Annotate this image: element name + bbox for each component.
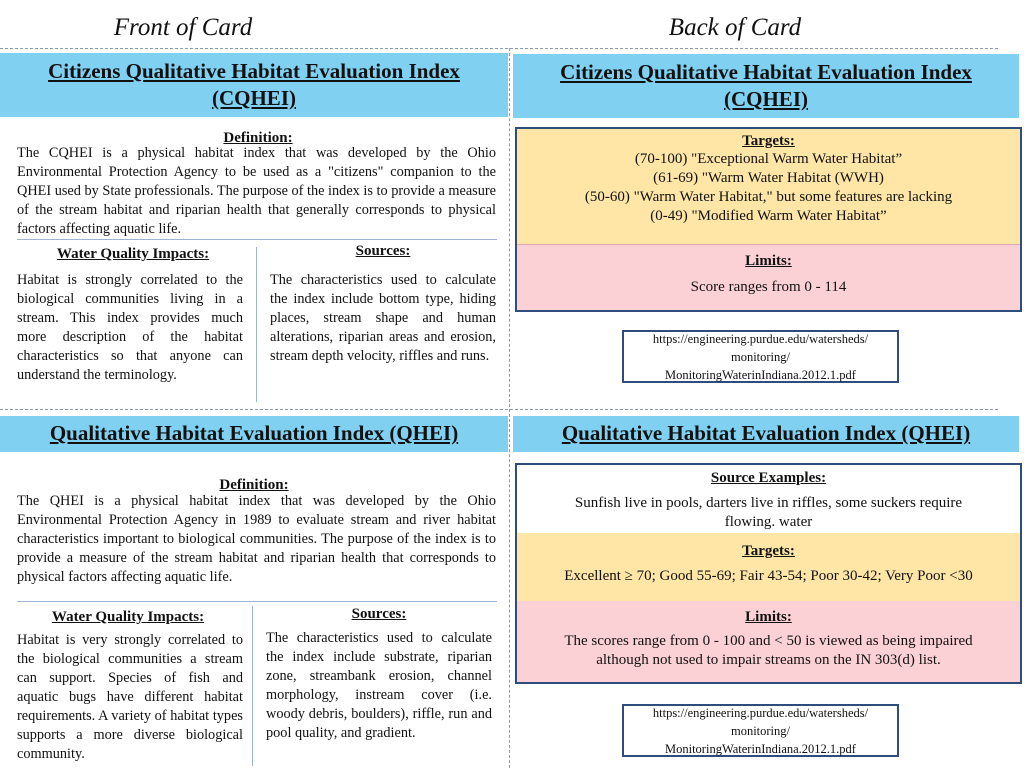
qhei-definition-heading: Definition: <box>219 477 289 493</box>
cqhei-targets-heading: Targets: <box>742 133 795 149</box>
cqhei-limits-band <box>517 244 1020 310</box>
qhei-impacts-text: Habitat is very strongly correlated to the biological communities a stream can support. Species of fish and aquatic bugs have different habitat requirements. A variety of habitat types supports a more diverse biological community. <box>17 632 243 762</box>
cqhei-impacts-heading: Water Quality Impacts: <box>56 246 210 262</box>
qhei-targets-heading: Targets: <box>742 543 795 559</box>
qhei-source-examples-heading: Source Examples: <box>710 470 827 486</box>
qhei-sources-heading: Sources: <box>351 606 407 622</box>
qhei-limits-text: The scores range from 0 - 100 and < 50 is viewed as being impaired although not used to impair streams on the IN 303(d) list. <box>564 633 973 668</box>
cqhei-target-4: (0-49) "Modified Warm Water Habitat” <box>650 208 887 224</box>
cqhei-section-rule <box>17 239 497 240</box>
qhei-front-title-banner <box>0 416 508 452</box>
center-dashed-divider <box>509 48 510 768</box>
qhei-impacts-heading: Water Quality Impacts: <box>51 609 205 625</box>
qhei-front-title: Qualitative Habitat Evaluation Index (QHEI) <box>49 421 459 446</box>
cqhei-targets-band <box>517 129 1020 244</box>
middle-dashed-divider <box>0 409 998 410</box>
cqhei-back-info-box <box>515 127 1022 312</box>
cqhei-front-title-banner <box>0 53 508 117</box>
qhei-reference-url-box <box>622 704 899 757</box>
cqhei-front-title-line1: Citizens Qualitative Habitat Evaluation Index <box>48 58 460 83</box>
qhei-url-line2: monitoring/ <box>730 723 790 738</box>
qhei-back-info-box <box>515 463 1022 684</box>
qhei-url-line1: https://engineering.purdue.edu/watersheds/ <box>652 705 869 720</box>
qhei-column-rule <box>252 606 253 766</box>
cqhei-definition-heading: Definition: <box>223 130 293 146</box>
cqhei-column-rule <box>256 247 257 402</box>
qhei-source-examples-band <box>517 465 1020 533</box>
cqhei-target-1: (70-100) "Exceptional Warm Water Habitat” <box>634 151 903 167</box>
cqhei-limits-heading: Limits: <box>745 253 792 269</box>
qhei-source-examples-text: Sunfish live in pools, darters live in riffles, some suckers require flowing. water <box>574 495 963 530</box>
qhei-targets-text: Excellent ≥ 70; Good 55-69; Fair 43-54; Poor 30-42; Very Poor <30 <box>564 568 973 584</box>
cqhei-back-title-line1: Citizens Qualitative Habitat Evaluation Index <box>560 59 972 84</box>
qhei-url-line3: MonitoringWaterinIndiana.2012.1.pdf <box>665 741 856 756</box>
front-of-card-heading: Front of Card <box>113 14 253 41</box>
cqhei-back-title-banner <box>513 54 1019 118</box>
qhei-back-title-banner <box>513 416 1019 452</box>
qhei-definition-text: The QHEI is a physical habitat index that was developed by the Ohio Environmental Protection Agency in 1989 to evaluate stream and river habitat characteristics important to biological communities. The purpose of the index is to provide a measure of the stream habitat and riparian health that corresponds to physical factors affecting aquatic life. <box>17 493 496 585</box>
cqhei-impacts-text: Habitat is strongly correlated to the biological communities living in a stream. This index provides much more description of the habitat characteristics so that anyone can understand the terminology. <box>17 272 243 383</box>
cqhei-url-line3: MonitoringWaterinIndiana.2012.1.pdf <box>665 367 856 382</box>
cqhei-reference-url-box <box>622 330 899 383</box>
cqhei-front-title-line2: (CQHEI) <box>211 86 296 110</box>
cqhei-url-line2: monitoring/ <box>730 349 790 364</box>
cqhei-back-title-line2: (CQHEI) <box>723 87 808 111</box>
cqhei-definition-text: The CQHEI is a physical habitat index that was developed by the Ohio Environmental Protection Agency to be used as a "citizens" companion to the QHEI used by State professionals. The purpose of the index is to provide a measure of the stream habitat and riparian health that generally corresponds to physical factors affecting aquatic life. <box>17 145 496 237</box>
cqhei-target-3: (50-60) "Warm Water Habitat," but some features are lacking <box>584 189 953 205</box>
cqhei-url-line1: https://engineering.purdue.edu/watersheds/ <box>652 331 869 346</box>
qhei-targets-band <box>517 533 1020 601</box>
qhei-section-rule <box>17 601 497 602</box>
qhei-limits-heading: Limits: <box>745 609 792 625</box>
qhei-back-title: Qualitative Habitat Evaluation Index (QHEI) <box>561 421 971 446</box>
cqhei-limits-text: Score ranges from 0 - 114 <box>690 279 847 295</box>
cqhei-sources-text: The characteristics used to calculate the index include bottom type, hiding places, stream shape and human alterations, riparian areas and erosion, stream depth velocity, riffles and runs. <box>270 272 496 364</box>
back-of-card-heading: Back of Card <box>668 14 802 41</box>
qhei-limits-band <box>517 601 1020 682</box>
qhei-sources-text: The characteristics used to calculate the index include substrate, riparian zone, streambank erosion, channel morphology, instream cover (i.e. woody debris, boulders), riffle, run and pool quality, and gradient. <box>266 630 492 741</box>
cqhei-target-2: (61-69) "Warm Water Habitat (WWH) <box>653 170 884 186</box>
cqhei-sources-heading: Sources: <box>355 243 411 259</box>
top-dashed-divider <box>0 48 998 49</box>
